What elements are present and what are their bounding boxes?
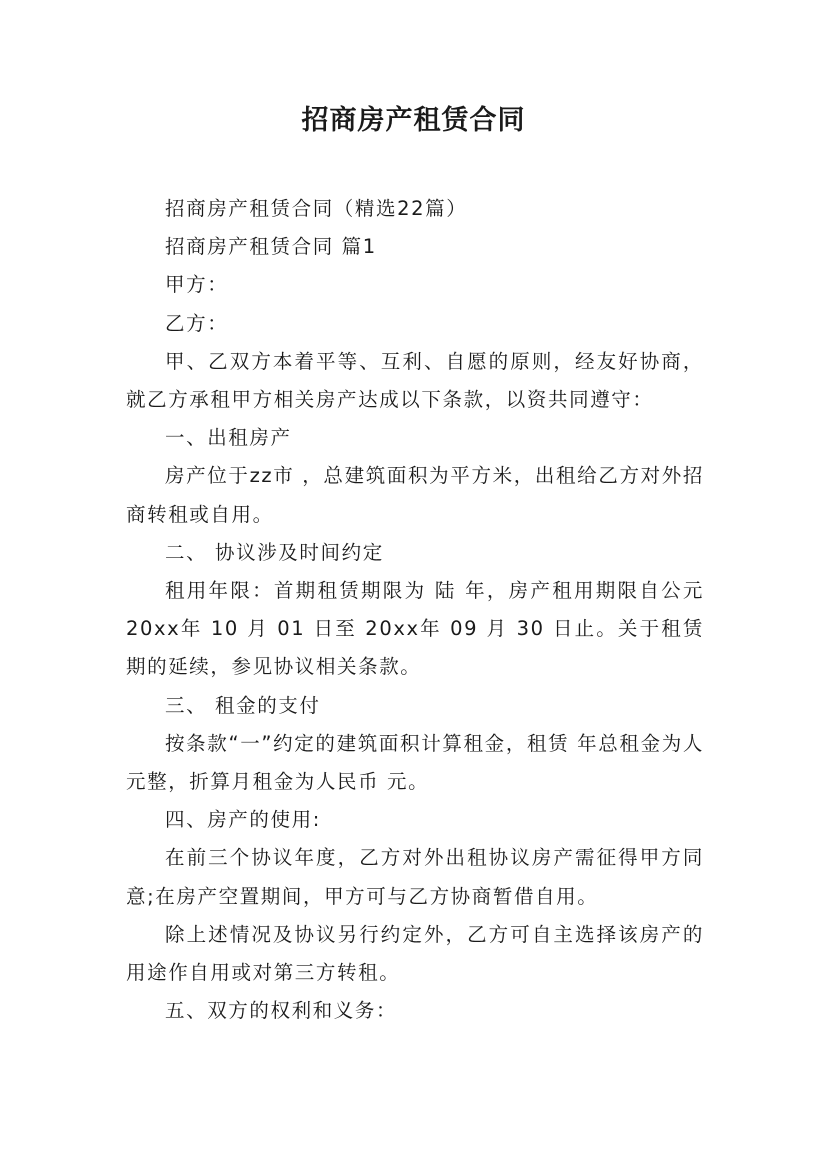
- paragraph-usage-consent: 在前三个协议年度，乙方对外出租协议房产需征得甲方同意;在房产空置期间，甲方可与乙方协商暂借自用。: [126, 846, 704, 908]
- document-body: [126, 190, 712, 1030]
- section-heading-4: 四、房产的使用:: [165, 808, 321, 832]
- document-title: 招商房产租赁合同: [301, 105, 526, 136]
- paragraph-usage-free-choice: 除上述情况及协议另行约定外，乙方可自主选择该房产的用途作自用或对第三方转租。: [126, 922, 704, 985]
- paragraph-party-a: 甲方：: [165, 273, 229, 297]
- section-heading-5: 五、双方的权利和义务：: [165, 999, 398, 1023]
- section-heading-2: 二、 协议涉及时间约定: [165, 540, 384, 564]
- paragraph-heading-part-1: 招商房产租赁合同 篇1: [165, 235, 377, 259]
- paragraph-preamble: 甲、乙双方本着平等、互利、自愿的原则，经友好协商，就乙方承租甲方相关房产达成以下条款，以资共同遵守：: [126, 349, 704, 412]
- paragraph-property-location: 房产位于zz市 ，总建筑面积为平方米，出租给乙方对外招商转租或自用。: [126, 464, 704, 526]
- paragraph-lease-term: 租用年限：首期租赁期限为 陆 年，房产租用期限自公元 20xx年 10 月 01 日至 20xx年 09 月 30 日止。关于租赁期的延续，参见协议相关条款。: [126, 579, 712, 679]
- section-heading-1: 一、出租房产: [165, 426, 292, 450]
- paragraph-heading-collection: 招商房产租赁合同（精选22篇）: [165, 197, 468, 220]
- paragraph-party-b: 乙方：: [165, 311, 229, 335]
- section-heading-3: 三、 租金的支付: [165, 693, 321, 717]
- paragraph-rent-payment: 按条款“一”约定的建筑面积计算租金，租赁 年总租金为人 元整，折算月租金为人民币 元。: [126, 731, 712, 794]
